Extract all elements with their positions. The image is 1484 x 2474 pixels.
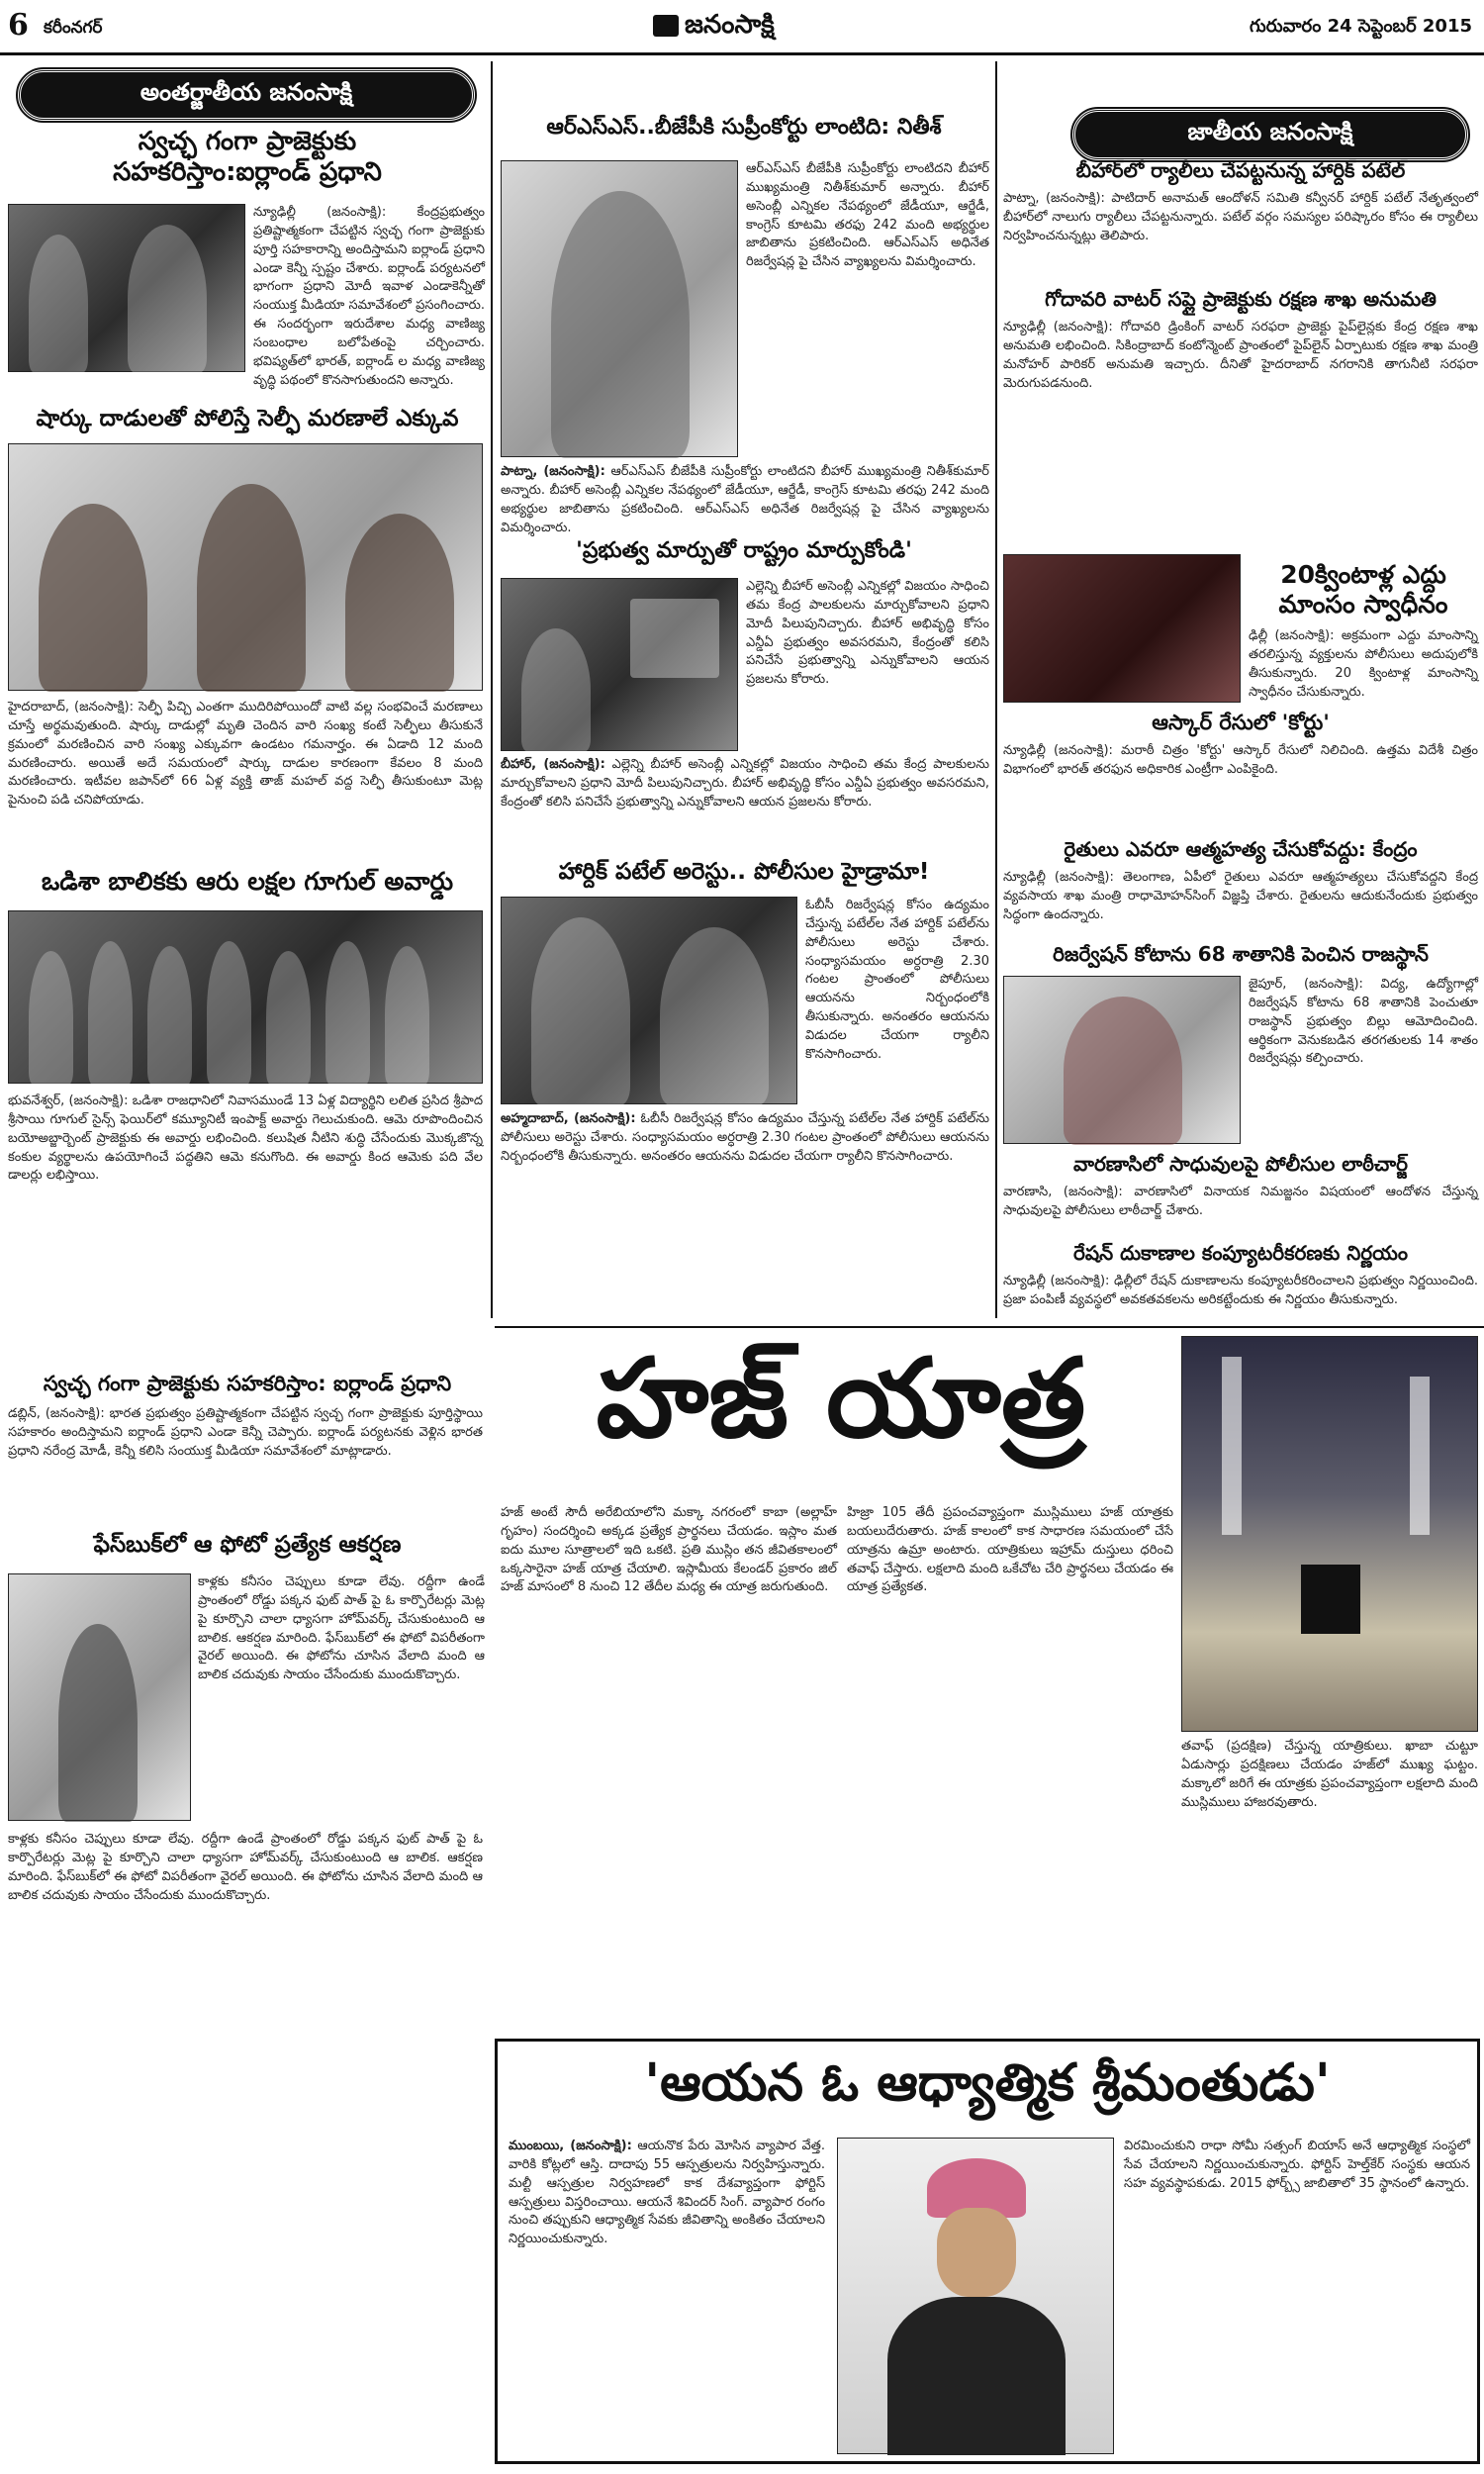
headline-rajasthan-quota: రిజర్వేషన్‌ కోటాను 68 శాతానికి పెంచిన రాజస్థాన్‌ [1053, 942, 1429, 966]
issue-date: గురువారం 24 సెప్టెంబర్ 2015 [1250, 16, 1472, 37]
story-body: న్యూఢిల్లీ (జనంసాక్షి): గోదావరి డ్రింకింగ్‌ వాటర్‌ సరఫరా ప్రాజెక్టు పైప్‌లైన్లకు కేంద్ర రక్షణ శాఖ అనుమతి లభించింది. సికింద్రాబాద్‌ కంటోన్మెంట్‌ ప్రాంతంలో పైప్‌లైన్‌ ఏర్పాటుకు రక్షణ శాఖ మంత్రి మనోహర్‌ పారికర్‌ అనుమతి ఇచ్చారు. దీనితో హైదరాబాద్‌ నగరానికి తాగునీటి సరఫరా మెరుగుపడనుంది. [1003, 320, 1478, 391]
headline-change-govt: 'ప్రభుత్వ మార్పుతో రాష్ట్రం మార్పుకోండి' [576, 538, 912, 563]
photo-shivinder-singh [837, 2138, 1114, 2454]
masthead-logo-icon [653, 15, 679, 37]
story-body: హైదరాబాద్‌, (జనంసాక్షి): సెల్ఫీ పిచ్చి ఎంతగా ముదిరిపోయిందో వాటి వల్ల సంభవించే మరణాలు చూస్తే అర్థమవుతుంది. షార్కు దాడుల్లో మృతి చెందిన వారి సంఖ్య కంటే సెల్ఫీలు తీసుకునే క్రమంలో మరణించిన వారి సంఖ్య ఎక్కువగా ఉండటం గమనార్హం. ఈ ఏడాది 12 మంది మరణించారు. అయితే అదే సమయంలో షార్కు దాడుల కారణంగా కేవలం 8 మంది మరణించారు. ఇటీవల జపాన్‌లో 66 ఏళ్ల వ్యక్తి తాజ్‌ మహల్‌ వద్ద సెల్ఫీ తీసుకుంటూ మెట్ల పైనుంచి పడి చనిపోయాడు. [8, 700, 483, 809]
headline-nitish-rss: ఆర్‌ఎస్‌ఎస్‌..బీజేపీకి సుప్రీంకోర్టు లాంటిది: నితీశ్‌ [546, 115, 942, 140]
story-body: న్యూఢిల్లీ (జనంసాక్షి): తెలంగాణ, ఏపీలో రైతులు ఎవరూ ఆత్మహత్యలు చేసుకోవద్దని కేంద్ర వ్యవసాయ శాఖ మంత్రి రాధామోహన్‌సింగ్‌ విజ్ఞప్తి చేశారు. రైతులను ఆదుకునేందుకు ప్రభుత్వం సిద్ధంగా ఉందన్నారు. [1003, 870, 1478, 922]
photo-modi-kenny [8, 204, 245, 372]
suit-shape [887, 2297, 1066, 2455]
photo-girl-homework [8, 1573, 191, 1821]
section-title-international: అంతర్జాతీయ జనంసాక్షి [18, 69, 475, 121]
hajj-body: హజ్‌ అంటే సౌదీ అరేబియాలోని మక్కా నగరంలో కాబా (అల్లాహ్‌ గృహం) సందర్శించి అక్కడ ప్రత్యేక ప్రార్థనలు చేయడం. ఇస్లాం మత ఐదు మూల సూత్రాలలో ఇది ఒకటి. ప్రతి ముస్లిం తన జీవితకాలంలో ఒక్కసారైనా హజ్‌ యాత్ర చేయాలి. ఇస్లామీయ కేలండర్‌ ప్రకారం జిల్‌ హజ్‌ మాసంలో 8 నుంచి 12 తేదీల మధ్య ఈ యాత్ర జరుగుతుంది. [501, 1505, 837, 1595]
photo-vasundhara-raje [1003, 976, 1241, 1144]
story-body: ఆయనొక పేరు మోసిన వ్యాపార వేత్త. వారికి కోట్లలో ఆస్తి. దాదాపు 55 ఆస్పత్రులను నిర్వహిస్తున్నారు. మల్టీ ఆస్పత్రుల నిర్వహణలో కాక దేశవ్యాప్తంగా ఫోర్టిస్‌ ఆస్పత్రులు విస్తరించాయి. ఆయనే శివిందర్‌ సింగ్‌. వ్యాపార రంగం నుంచి తప్పుకుని ఆధ్యాత్మిక సేవకు జీవితాన్ని అంకితం చేయాలని నిర్ణయించుకున్నారు. [509, 2139, 825, 2247]
photo-selfie-girls [8, 443, 483, 691]
photo-nitish-kumar [501, 160, 738, 457]
photo-google-award [8, 910, 483, 1084]
headline-facebook-photo: ఫేస్‌బుక్‌లో ఆ ఫోటో ప్రత్యేక ఆకర్షణ [93, 1532, 402, 1558]
story-body: న్యూఢిల్లీ (జనంసాక్షి): కేంద్రప్రభుత్వం ప్రతిష్టాత్మకంగా చేపట్టిన స్వచ్ఛ గంగా ప్రాజెక్టుకు పూర్తి సహకారాన్ని అందిస్తామని ఐర్లాండ్‌ ప్రధాని ఎండా కెన్నీ స్పష్టం చేశారు. ఐర్లాండ్‌ పర్యటనలో భాగంగా ప్రధాని మోదీ ఇవాళ ఎండాకెన్నీతో సంయుక్త మీడియా సమావేశంలో ప్రసంగించారు. ఈ సందర్భంగా ఇరుదేశాల మధ్య వాణిజ్య సంబంధాల బలోపేతంపై చర్చించారు. భవిష్యత్‌లో భారత్‌, ఐర్లాండ్‌ ల మధ్య వాణిజ్య వృద్ధి పథంలో కొనసాగుతుందని అన్నారు. [253, 205, 485, 388]
hajj-title: హజ్‌ యాత్ర [596, 1334, 1086, 1462]
headline-varanasi-lathicharge: వారణాసిలో సాధువులపై పోలీసుల లాఠీచార్జ్‌ [1073, 1152, 1408, 1176]
headline-ration-shops: రేషన్‌ దుకాణాల కంప్యూటరీకరణకు నిర్ణయం [1072, 1241, 1409, 1265]
story-dateline [509, 2138, 825, 2454]
story-body: డబ్లిన్‌, (జనంసాక్షి): భారత ప్రభుత్వం ప్రతిష్టాత్మకంగా చేపట్టిన స్వచ్ఛ గంగా ప్రాజెక్టుకు పూర్తిస్థాయి సహకారం అందిస్తామని ఐర్లాండ్‌ ప్రధాని ఎండా కెన్నీ చెప్పారు. ఐర్లాండ్‌ పర్యటనకు వెళ్లిన భారత ప్రధాని నరేంద్ర మోడీ, కెన్నీ కలిసి సంయుక్త మీడియా సమావేశంలో మాట్లాడారు. [8, 1406, 483, 1459]
dateline: అహ్మదాబాద్‌, (జనంసాక్షి): [501, 1111, 636, 1126]
story-body-continued: ఎల్లెన్ని బీహార్‌ అసెంబ్లీ ఎన్నికల్లో విజయం సాధించి తమ కేంద్ర పాలకులను మార్చుకోవాలని ప్రధాని మోదీ పిలుపునిచ్చారు. బీహార్‌ అభివృద్ధి కోసం ఎన్డీఏ ప్రభుత్వం అవసరమని, కేంద్రంతో కలిసి పనిచేసే ప్రభుత్వాన్ని ఎన్నుకోవాలని ఆయన ప్రజలను కోరారు. [501, 757, 989, 809]
story-body: ఆర్‌ఎస్‌ఎస్‌ బీజేపీకి సుప్రీంకోర్టు లాంటిదని బీహార్‌ ముఖ్యమంత్రి నితీశ్‌కుమార్‌ అన్నారు. బీహార్‌ అసెంబ్లీ ఎన్నికల నేపథ్యంలో జేడీయూ, ఆర్జేడీ, కాంగ్రెస్‌ కూటమి తరఫు 242 మంది అభ్యర్థుల జాబితాను ప్రకటించింది. ఆర్‌ఎస్‌ఎస్‌ అధినేత రిజర్వేషన్ల పై చేసిన వ్యాఖ్యలను విమర్శించారు. [746, 161, 989, 270]
minaret-shape [1222, 1357, 1242, 1535]
photo-kaaba-mecca [1181, 1336, 1478, 1732]
headline-oscar-court: ఆస్కార్‌ రేసులో 'కోర్టు' [1152, 711, 1330, 734]
story-dateline [501, 756, 989, 851]
story-body: విరమించుకుని రాధా సోమీ సత్సంగ్‌ బియాస్‌ అనే ఆధ్యాత్మిక సంస్థలో సేవ చేయాలని నిర్ణయించుకున్నారు. ఫోర్టిస్‌ హెల్త్‌కేర్‌ సంస్థకు ఆయన సహ వ్యవస్థాపకుడు. 2015 ఫోర్బ్స్‌ జాబితాలో 35 స్థానంలో ఉన్నారు. [1124, 2139, 1470, 2191]
headline-line: 20క్వింటాళ్ల ఎద్దు [1280, 560, 1446, 589]
story-body: వారణాసి, (జనంసాక్షి): వారణాసిలో వినాయక నిమజ్జనం విషయంలో ఆందోళన చేస్తున్న సాధువులపై పోలీసులు లాఠీచార్జ్‌ చేశారు. [1003, 1185, 1478, 1218]
hajj-body: హిజ్రా 105 తేదీ ప్రపంచవ్యాప్తంగా ముస్లిములు హజ్‌ యాత్రకు బయలుదేరుతారు. హజ్‌ కాలంలో కాక సాధారణ సమయంలో చేసే యాత్రను ఉమ్రా అంటారు. యాత్రికులు ఇహ్రామ్‌ దుస్తులు ధరించి తవాఫ్‌ చేస్తారు. లక్షలాది మంది ఒకేచోట చేరి ప్రార్థనలు చేయడం ఈ యాత్ర ప్రత్యేకత. [847, 1505, 1173, 1595]
headline-irish-pm [10, 127, 485, 188]
headline-line: మాంసం స్వాధీనం [1278, 590, 1448, 618]
headline-hardik-bihar: బీహార్‌లో ర్యాలీలు చేపట్టనున్న హార్దిక్‌ పటేల్‌ [1075, 158, 1406, 182]
headline-hardik-arrest: హార్దిక్‌ పటేల్‌ అరెస్టు.. పోలీసుల హైడ్రామా! [558, 859, 930, 885]
dateline: పాట్నా, (జనంసాక్షి): [501, 464, 605, 479]
story-body: న్యూఢిల్లీ (జనంసాక్షి): మరాఠీ చిత్రం 'కోర్టు' ఆస్కార్‌ రేసులో నిలిచింది. ఉత్తమ విదేశీ చిత్రం విభాగంలో భారత్‌ తరఫున అధికారిక ఎంట్రీగా ఎంపికైంది. [1003, 743, 1478, 777]
dateline: ముంబయి, (జనంసాక్షి): [509, 2139, 632, 2153]
masthead-text: జనంసాక్షి [685, 10, 775, 40]
section-title-national: జాతీయ జనంసాక్షి [1072, 109, 1468, 160]
hajj-image-caption: తవాఫ్‌ (ప్రదక్షిణ) చేస్తున్న యాత్రికులు. ఖాబా చుట్టూ ఏడుసార్లు ప్రదక్షిణలు చేయడం హజ్‌లో ముఖ్య ఘట్టం. మక్కాలో జరిగే ఈ యాత్రకు ప్రపంచవ్యాప్తంగా లక్షలాది మంది ముస్లిములు హాజరవుతారు. [1181, 1739, 1478, 1810]
story-body: జైపూర్‌, (జనంసాక్షి): విద్య, ఉద్యోగాల్లో రిజర్వేషన్‌ కోటాను 68 శాతానికి పెంచుతూ రాజస్థాన్‌ ప్రభుత్వం బిల్లు ఆమోదించింది. ఆర్థికంగా వెనుకబడిన తరగతులకు 14 శాతం రిజర్వేషన్లు కల్పించారు. [1249, 977, 1478, 1067]
story-body: ఢిల్లీ (జనంసాక్షి): అక్రమంగా ఎద్దు మాంసాన్ని తరలిస్తున్న వ్యక్తులను పోలీసులు అదుపులోకి తీసుకున్నారు. 20 క్వింటాళ్ల మాంసాన్ని స్వాధీనం చేసుకున్నారు. [1249, 628, 1478, 700]
headline-line: సహకరిస్తాం:ఐర్లాండ్‌ ప్రధాని [113, 157, 382, 188]
column-divider [995, 61, 997, 1318]
section-divider [495, 1326, 1484, 1328]
story-body-continued: కాళ్లకు కనీసం చెప్పులు కూడా లేవు. రద్దీగా ఉండే ప్రాంతంలో రోడ్డు పక్కన ఫుట్‌ పాత్‌ పై ఓ కార్పొరేటర్లు మెట్ల పై కూర్చొని చాలా ధ్యాసగా హోమ్‌వర్క్‌ చేసుకుంటుంది ఆ బాలిక. ఆకర్షణ మారింది. ఫేస్‌బుక్‌లో ఈ ఫోటో విపరీతంగా వైరల్‌ అయింది. ఈ ఫోటోను చూసిన వేలాది మంది ఆ బాలిక చదువుకు సాయం చేసేందుకు ముందుకొచ్చారు. [8, 1832, 483, 1903]
headline-odisha-girl: ఒడిశా బాలికకు ఆరు లక్షల గూగుల్‌ అవార్డు [41, 867, 454, 896]
minaret-shape [1410, 1377, 1430, 1535]
story-body: న్యూఢిల్లీ (జనంసాక్షి): ఢిల్లీలో రేషన్‌ దుకాణాలను కంప్యూటరీకరించాలని ప్రభుత్వం నిర్ణయించింది. ప్రజా పంపిణీ వ్యవస్థలో అవకతవకలను అరికట్టేందుకు ఈ నిర్ణయం తీసుకున్నారు. [1003, 1274, 1478, 1307]
headline-spiritual-rich: 'ఆయన ఓ ఆధ్యాత్మిక శ్రీమంతుడు' [644, 2052, 1331, 2113]
masthead [653, 10, 775, 46]
story-body: భువనేశ్వర్‌, (జనంసాక్షి): ఒడిశా రాజధానిలో నివాసముండే 13 ఏళ్ల విద్యార్థిని లలిత ప్రసిద శ్రీపాద శ్రీసాయి గూగుల్‌ సైన్స్‌ ఫెయిర్‌లో కమ్యూనిటీ ఇంపాక్ట్‌ అవార్డు గెలుచుకుంది. ఆమె రూపొందించిన బయోఅబ్జార్బెంట్‌ ప్రాజెక్టుకు ఈ అవార్డు లభించింది. కలుషిత నీటిని శుద్ధి చేసేందుకు మొక్కజొన్న కంకుల వ్యర్థాలను ఉపయోగించే పద్ధతిని ఆమె కనుగొంది. ఈ అవార్డు కింద ఆమెకు పది వేల డాలర్లు లభిస్తాయి. [8, 1094, 483, 1184]
headline-godavari-water: గోదావరి వాటర్‌ సప్లై ప్రాజెక్టుకు రక్షణ శాఖ అనుమతి [1045, 287, 1437, 311]
page-header [0, 0, 1484, 55]
story-dateline [501, 1110, 989, 1313]
edition-name: కరీంనగర్ [44, 18, 103, 38]
headline-farmers-suicide: రైతులు ఎవరూ ఆత్మహత్య చేసుకోవద్దు: కేంద్రం [1064, 837, 1418, 861]
headline-line: స్వచ్ఛ గంగా ప్రాజెక్టుకు [138, 127, 357, 156]
story-body-continued: ఓబీసీ రిజర్వేషన్ల కోసం ఉద్యమం చేస్తున్న పటేల్‌ల నేత హార్దిక్‌ పటేల్‌ను పోలీసులు అరెస్టు చేశారు. సంధ్యాసమయం అర్ధరాత్రి 2.30 గంటల ప్రాంతంలో పోలీసులు ఆయనను నిర్బంధంలోకి తీసుకున్నారు. అనంతరం ఆయనను విడుదల చేయగా ర్యాలీని కొనసాగించారు. [501, 1111, 989, 1164]
story-body: ఓబీసీ రిజర్వేషన్ల కోసం ఉద్యమం చేస్తున్న పటేల్‌ల నేత హార్దిక్‌ పటేల్‌ను పోలీసులు అరెస్టు చేశారు. సంధ్యాసమయం అర్ధరాత్రి 2.30 గంటల ప్రాంతంలో పోలీసులు ఆయనను నిర్బంధంలోకి తీసుకున్నారు. అనంతరం ఆయనను విడుదల చేయగా ర్యాలీని కొనసాగించారు. [805, 898, 989, 1062]
photo-hardik-patel [501, 897, 797, 1104]
page-number: 6 [8, 8, 29, 43]
headline-beef-seized [1249, 560, 1478, 619]
face-shape [937, 2208, 1016, 2297]
story-body: ఎల్లెన్ని బీహార్‌ అసెంబ్లీ ఎన్నికల్లో విజయం సాధించి తమ కేంద్ర పాలకులను మార్చుకోవాలని ప్రధాని మోదీ పిలుపునిచ్చారు. బీహార్‌ అభివృద్ధి కోసం ఎన్డీఏ ప్రభుత్వం అవసరమని, కేంద్రంతో కలిసి పనిచేసే ప్రభుత్వాన్ని ఎన్నుకోవాలని ఆయన ప్రజలను కోరారు. [746, 579, 989, 688]
story-body: పాట్నా, (జనంసాక్షి): పాటిదార్‌ అనామత్‌ ఆందోళన్‌ సమితి కన్వీనర్‌ హార్దిక్‌ పటేల్‌ నేతృత్వంలో బీహార్‌లో నాలుగు ర్యాలీలు చేపట్టనున్నారు. పటేల్‌ వర్గం సమస్యల పరిష్కారం కోసం ఈ ర్యాలీలు నిర్వహించనున్నట్లు తెలిపారు. [1003, 191, 1478, 243]
photo-modi-rally [501, 578, 738, 751]
story-body-continued: ఆర్‌ఎస్‌ఎస్‌ బీజేపీకి సుప్రీంకోర్టు లాంటిదని బీహార్‌ ముఖ్యమంత్రి నితీశ్‌కుమార్‌ అన్నారు. బీహార్‌ అసెంబ్లీ ఎన్నికల నేపథ్యంలో జేడీయూ, ఆర్జేడీ, కాంగ్రెస్‌ కూటమి తరఫు 242 మంది అభ్యర్థుల జాబితాను ప్రకటించింది. ఆర్‌ఎస్‌ఎస్‌ అధినేత రిజర్వేషన్ల పై చేసిన వ్యాఖ్యలను విమర్శించారు. [501, 464, 989, 535]
story-body: కాళ్లకు కనీసం చెప్పులు కూడా లేవు. రద్దీగా ఉండే ప్రాంతంలో రోడ్డు పక్కన ఫుట్‌ పాత్‌ పై ఓ కార్పొరేటర్లు మెట్ల పై కూర్చొని చాలా ధ్యాసగా హోమ్‌వర్క్‌ చేసుకుంటుంది ఆ బాలిక. ఆకర్షణ మారింది. ఫేస్‌బుక్‌లో ఈ ఫోటో విపరీతంగా వైరల్‌ అయింది. ఈ ఫోటోను చూసిన వేలాది మంది ఆ బాలిక చదువుకు సాయం చేసేందుకు ముందుకొచ్చారు. [198, 1574, 485, 1683]
story-dateline [501, 463, 989, 535]
headline-selfie-deaths: షార్కు దాడులతో పోలిస్తే సెల్ఫీ మరణాలే ఎక్కువ [36, 406, 459, 431]
column-divider [491, 61, 493, 1318]
kaaba-shape [1301, 1565, 1360, 1634]
dateline: బీహార్‌, (జనంసాక్షి): [501, 757, 605, 772]
headline-irish-pm-repeat: స్వచ్ఛ గంగా ప్రాజెక్టుకు సహకరిస్తాం: ఐర్లాండ్‌ ప్రధాని [43, 1372, 452, 1395]
photo-beef-seized [1003, 554, 1241, 703]
